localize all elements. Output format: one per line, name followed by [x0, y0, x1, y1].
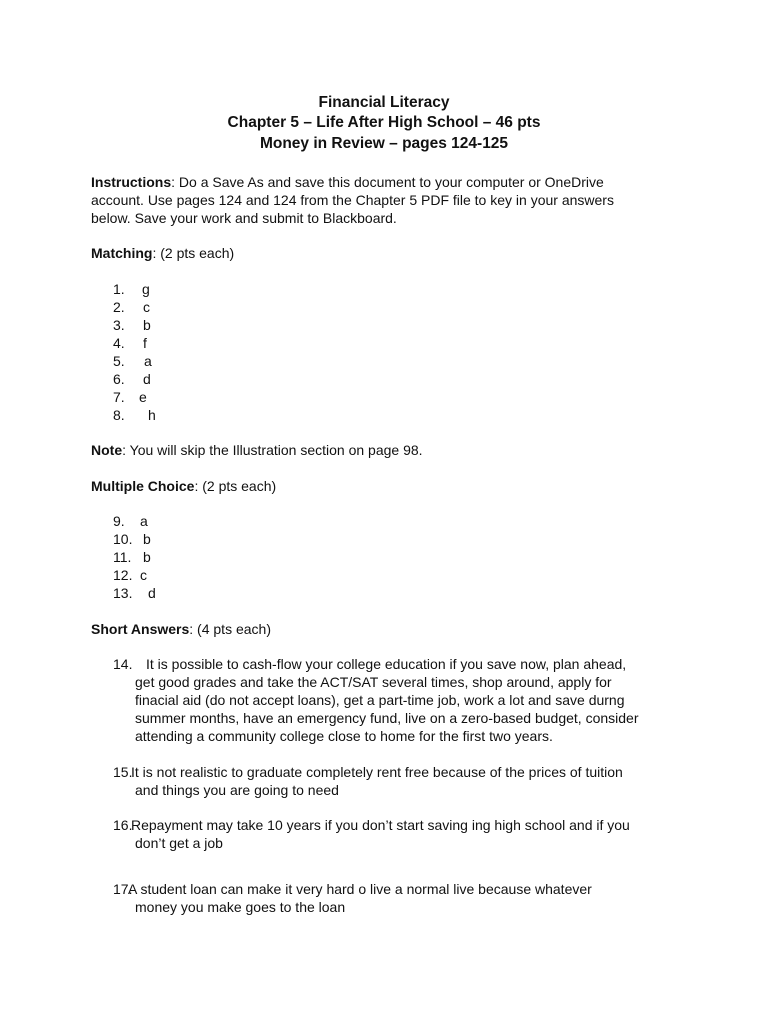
short-answer-line: summer months, have an emergency fund, live on a zero-based budget, consider: [135, 710, 639, 726]
matching-item-answer: g: [142, 281, 150, 297]
matching-item-number: 7.: [113, 389, 125, 405]
matching-item-number: 8.: [113, 407, 125, 423]
short-answer-line: don’t get a job: [135, 835, 223, 851]
short-answer-line: get good grades and take the ACT/SAT several times, shop around, apply for: [135, 674, 612, 690]
mc-points: : (2 pts each): [194, 478, 277, 494]
matching-item-number: 6.: [113, 371, 125, 387]
doc-title: Financial Literacy: [318, 94, 450, 111]
instructions: [91, 173, 604, 191]
matching-item-number: 1.: [113, 281, 125, 297]
note-label: Note: [91, 442, 123, 458]
short-answer-number: 16.: [113, 817, 133, 833]
mc-item-answer: a: [140, 513, 148, 529]
short-answer-line: It is not realistic to graduate completely rent free because of the prices of tuition: [131, 764, 623, 780]
mc-label: Multiple Choice: [91, 478, 195, 494]
short-answer-line: finacial aid (do not accept loans), get a part-time job, work a lot and save durng: [135, 692, 625, 708]
sa-points: : (4 pts each): [189, 621, 271, 637]
short-answer-number: 14.: [113, 656, 133, 672]
mc-item-answer: b: [143, 549, 151, 565]
instructions-label: Instructions: [91, 174, 172, 190]
short-answer-line: money you make goes to the loan: [135, 899, 346, 915]
instructions-line: below. Save your work and submit to Blackboard.: [91, 210, 397, 226]
matching-item-number: 5.: [113, 353, 125, 369]
mc-item-number: 13.: [113, 585, 133, 601]
mc-item-answer: b: [143, 531, 151, 547]
short-answer-line: It is possible to cash-flow your college education if you save now, plan ahead,: [146, 656, 627, 672]
mc-item-number: 10.: [113, 531, 133, 547]
note-text: : You will skip the Illustration section on page 98.: [122, 442, 423, 458]
doc-subtitle: Chapter 5 – Life After High School – 46 pts: [227, 114, 541, 131]
doc-subtitle-2: Money in Review – pages 124-125: [259, 135, 509, 152]
short-answer-line: attending a community college close to home for the first two years.: [135, 728, 553, 744]
short-answers-heading: [91, 620, 271, 638]
matching-item-answer: a: [144, 353, 152, 369]
matching-item-answer: d: [143, 371, 151, 387]
matching-item-number: 4.: [113, 335, 125, 351]
sa-label: Short Answers: [91, 621, 190, 637]
short-answer-line: and things you are going to need: [135, 782, 339, 798]
mc-item-answer: d: [148, 585, 156, 601]
short-answer-number: 15.: [113, 764, 133, 780]
matching-item-answer: c: [143, 299, 150, 315]
short-answer-number: 17.: [113, 881, 133, 897]
matching-item-number: 2.: [113, 299, 125, 315]
matching-item-answer: f: [143, 335, 147, 351]
matching-label: Matching: [91, 245, 153, 261]
instructions-line: : Do a Save As and save this document to your computer or OneDrive: [171, 174, 604, 190]
matching-heading: [91, 244, 234, 262]
matching-item-answer: h: [148, 407, 156, 423]
mc-item-number: 11.: [113, 549, 132, 565]
matching-item-answer: e: [139, 389, 147, 405]
multiple-choice-heading: [91, 477, 276, 495]
note: [91, 441, 423, 459]
matching-points: : (2 pts each): [152, 245, 235, 261]
mc-item-number: 9.: [113, 513, 125, 529]
mc-item-number: 12.: [113, 567, 133, 583]
matching-item-number: 3.: [113, 317, 125, 333]
matching-item-answer: b: [143, 317, 151, 333]
short-answer-line: A student loan can make it very hard o live a normal live because whatever: [128, 881, 592, 897]
short-answer-line: Repayment may take 10 years if you don’t start saving ing high school and if you: [131, 817, 630, 833]
mc-item-answer: c: [140, 567, 147, 583]
instructions-line: account. Use pages 124 and 124 from the Chapter 5 PDF file to key in your answers: [91, 192, 614, 208]
